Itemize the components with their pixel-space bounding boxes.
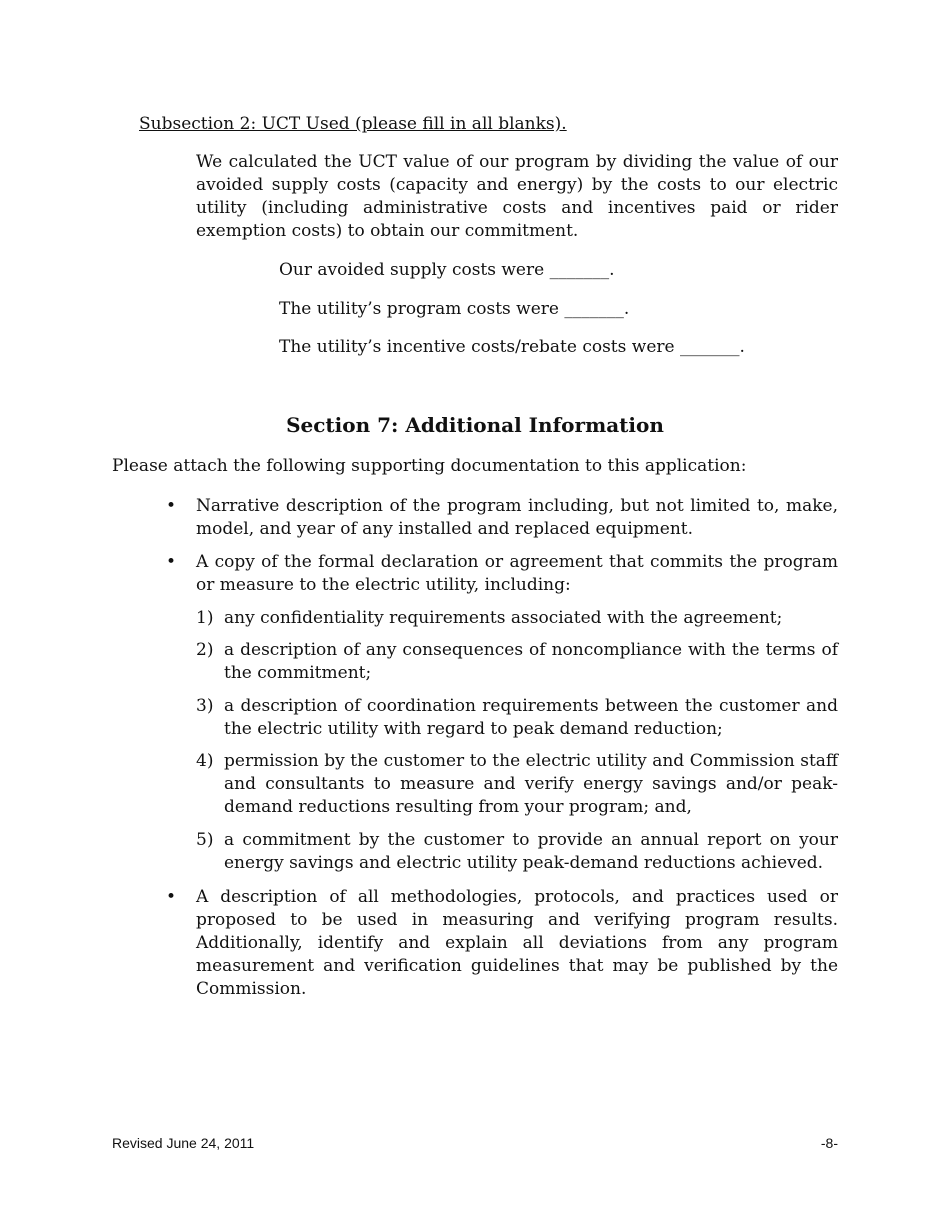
incentive-costs-blank: The utility’s incentive costs/rebate costs were _______.	[279, 337, 745, 357]
avoided-supply-costs-blank: Our avoided supply costs were _______.	[279, 260, 615, 280]
numbered-item	[196, 829, 838, 875]
item-number: 2)	[196, 640, 214, 660]
numbered-item	[196, 639, 838, 685]
item-text: permission by the customer to the electric utility and Commission staff and consultants to measure and verify energy savings and/or peak-demand reductions resulting from your program; and,	[224, 751, 838, 817]
numbered-item	[196, 695, 838, 741]
program-costs-blank: The utility’s program costs were _______.	[279, 299, 630, 319]
item-text: a description of any consequences of noncompliance with the terms of the commitment;	[224, 640, 838, 683]
footer-page-number: -8-	[820, 1135, 838, 1151]
subsection-heading: Subsection 2: UCT Used (please fill in all blanks).	[139, 114, 567, 134]
item-number: 3)	[196, 696, 214, 716]
numbered-item	[196, 750, 838, 819]
item-number: 1)	[196, 608, 214, 628]
bullet-item-methodologies: A description of all methodologies, protocols, and practices used or proposed to be used in measuring and verifying program results. Additionally, identify and explain all deviations from any program measurement and verification guidelines that may be published by the Commission.	[196, 887, 838, 999]
item-text: a description of coordination requirements between the customer and the electric utility with regard to peak demand reduction;	[224, 696, 838, 739]
section-title: Section 7: Additional Information	[286, 413, 664, 437]
item-text: any confidentiality requirements associated with the agreement;	[224, 608, 783, 628]
bullet-item-agreement: A copy of the formal declaration or agreement that commits the program or measure to the electric utility, including:	[196, 552, 838, 595]
section-lead-text: Please attach the following supporting documentation to this application:	[112, 456, 747, 476]
numbered-item	[196, 607, 838, 630]
item-text: a commitment by the customer to provide an annual report on your energy savings and electric utility peak-demand reductions achieved.	[224, 830, 838, 873]
bullet-icon: •	[166, 887, 177, 907]
footer-revised-date: Revised June 24, 2011	[112, 1135, 255, 1151]
item-number: 4)	[196, 751, 214, 771]
bullet-icon: •	[166, 552, 177, 572]
bullet-item-narrative: Narrative description of the program including, but not limited to, make, model, and year of any installed and replaced equipment.	[196, 496, 838, 539]
bullet-icon: •	[166, 496, 177, 516]
item-number: 5)	[196, 830, 214, 850]
subsection-intro-paragraph: We calculated the UCT value of our program by dividing the value of our avoided supply costs (capacity and energy) by the costs to our electric utility (including administrative costs and incentives paid or rider exemption costs) to obtain our commitment.	[196, 152, 838, 241]
